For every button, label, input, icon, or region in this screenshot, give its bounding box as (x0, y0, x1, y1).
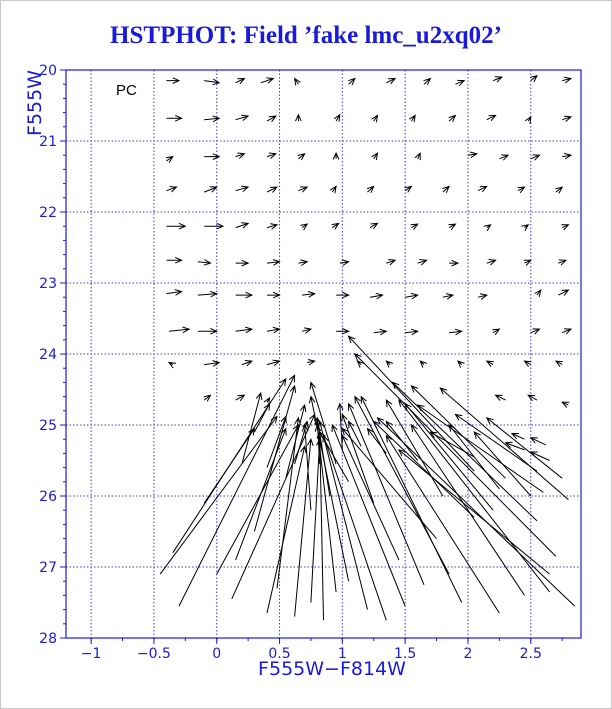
vector-arrow-81 (478, 294, 487, 300)
vector-arrow-15 (267, 116, 276, 122)
vector-arrow-90 (374, 329, 387, 335)
y-tick-label-1: 21 (39, 134, 57, 150)
vector-arrow-142 (386, 436, 499, 613)
x-tick-label-1: −0.5 (136, 646, 171, 662)
vector-arrow-45 (478, 186, 487, 191)
vector-arrow-119 (204, 429, 254, 504)
vector-arrow-108 (204, 395, 211, 401)
vector-arrow-0 (167, 78, 180, 84)
vector-arrow-64 (298, 260, 307, 266)
vector-arrow-39 (267, 187, 277, 192)
vector-arrow-57 (484, 225, 491, 231)
vector-arrow-6 (386, 79, 395, 84)
x-tick-label-0: −1 (80, 646, 102, 662)
vector-arrow-161 (368, 429, 387, 454)
vector-arrow-17 (334, 115, 340, 122)
vector-arrow-113 (562, 402, 569, 407)
x-tick-label-2: 0 (212, 646, 222, 662)
vector-arrow-60 (167, 257, 182, 263)
vector-arrow-23 (562, 116, 571, 121)
vector-arrow-66 (386, 260, 395, 266)
vector-arrow-24 (166, 157, 173, 163)
vector-arrow-140 (342, 429, 436, 539)
vector-arrow-106 (525, 361, 532, 367)
x-tick-label-5: 1.5 (394, 646, 417, 662)
y-tick-label-0: 20 (39, 63, 57, 79)
vector-arrow-114 (512, 434, 525, 440)
vector-arrow-2 (236, 79, 245, 84)
vector-arrow-147 (355, 354, 556, 556)
vector-arrow-120 (254, 386, 295, 532)
vector-arrow-149 (440, 388, 568, 500)
vector-arrow-18 (372, 115, 378, 122)
vector-arrow-65 (340, 260, 349, 266)
vector-arrow-83 (558, 290, 568, 295)
vector-arrow-42 (367, 186, 374, 192)
vector-arrow-69 (487, 260, 496, 266)
y-tick-label-5: 25 (39, 418, 57, 434)
vector-arrow-155 (487, 418, 562, 478)
vector-arrow-7 (424, 79, 431, 85)
vector-arrow-30 (372, 153, 378, 160)
tick-layer (39, 63, 562, 662)
vector-arrow-107 (556, 361, 563, 367)
vector-arrow-67 (418, 260, 427, 266)
vector-arrow-56 (448, 224, 455, 230)
vector-arrow-96 (169, 363, 176, 369)
vector-arrow-80 (443, 294, 453, 300)
y-tick-label-4: 24 (39, 347, 57, 363)
vector-arrow-38 (236, 186, 249, 192)
vector-arrow-75 (267, 292, 280, 298)
vector-arrow-86 (236, 327, 252, 333)
vector-arrow-85 (198, 328, 217, 334)
vector-arrow-78 (370, 293, 383, 299)
vector-arrow-130 (317, 432, 324, 620)
vector-arrow-3 (261, 78, 274, 83)
vector-arrow-22 (525, 117, 531, 124)
vector-arrow-41 (330, 186, 336, 193)
vector-arrow-79 (405, 293, 418, 299)
vector-arrow-40 (298, 187, 307, 192)
vector-arrow-44 (443, 186, 450, 192)
vector-arrow-36 (167, 187, 177, 192)
vector-arrow-71 (558, 260, 566, 265)
vector-arrow-59 (561, 225, 568, 230)
vector-arrow-82 (535, 290, 541, 297)
vector-arrow-92 (449, 329, 462, 335)
vector-arrow-1 (204, 79, 219, 85)
y-axis-label: F555W (24, 70, 46, 136)
vector-layer (160, 76, 575, 621)
vector-arrow-31 (415, 153, 420, 160)
vector-arrow-14 (236, 115, 249, 121)
x-tick-label-7: 2.5 (519, 646, 542, 662)
vector-arrow-47 (555, 187, 562, 193)
x-tick-label-6: 2 (463, 646, 473, 662)
vector-arrow-70 (524, 260, 531, 265)
vector-arrow-27 (267, 153, 276, 159)
vector-arrow-32 (468, 152, 477, 158)
vector-arrow-98 (242, 361, 252, 366)
vector-arrow-109 (236, 395, 245, 401)
vector-arrow-63 (267, 260, 280, 266)
vector-arrow-166 (242, 393, 262, 464)
vector-arrow-54 (370, 223, 378, 229)
vector-arrow-111 (496, 395, 506, 400)
vector-arrow-50 (236, 223, 249, 228)
y-tick-label-2: 22 (39, 205, 57, 221)
vector-arrow-48 (167, 223, 186, 229)
vector-arrow-88 (302, 328, 311, 334)
vector-arrow-46 (518, 187, 525, 193)
vector-arrow-28 (298, 154, 305, 160)
vector-arrow-165 (302, 425, 311, 510)
vector-arrow-102 (386, 361, 393, 368)
vector-arrow-33 (499, 155, 508, 160)
y-tick-label-7: 27 (39, 560, 57, 576)
x-tick-label-4: 1 (337, 646, 347, 662)
vector-arrow-51 (267, 224, 277, 230)
vector-arrow-5 (348, 79, 355, 85)
vector-arrow-12 (167, 115, 182, 121)
vector-arrow-99 (267, 360, 280, 366)
vector-arrow-8 (455, 80, 464, 85)
vector-arrow-73 (198, 291, 217, 297)
vector-arrow-112 (528, 395, 537, 401)
vector-arrow-105 (487, 361, 494, 367)
vector-arrow-122 (217, 425, 299, 574)
vector-arrow-58 (521, 225, 528, 231)
vector-arrow-35 (562, 153, 571, 159)
y-tick-label-8: 28 (39, 631, 57, 647)
x-axis-label: F555W−F814W (258, 658, 406, 680)
y-tick-label-3: 23 (39, 276, 57, 292)
vector-arrow-76 (302, 292, 315, 298)
vector-arrow-16 (296, 115, 302, 121)
vector-arrow-116 (531, 452, 550, 461)
vector-arrow-94 (531, 329, 540, 334)
vector-arrow-34 (531, 155, 540, 160)
vector-arrow-4 (295, 79, 301, 86)
vector-arrow-91 (405, 329, 418, 335)
vector-arrow-104 (458, 361, 465, 368)
vector-arrow-26 (236, 153, 245, 159)
vector-arrow-93 (492, 329, 499, 335)
annotation-label: PC (116, 82, 137, 99)
vector-arrow-87 (267, 327, 280, 333)
vector-arrow-84 (169, 327, 189, 333)
vector-arrow-11 (562, 77, 571, 83)
vector-arrow-29 (333, 153, 339, 159)
vector-arrow-128 (295, 439, 314, 617)
vector-arrow-103 (420, 361, 427, 368)
vector-arrow-74 (236, 292, 252, 298)
vector-arrow-146 (399, 450, 550, 574)
chart-title: HSTPHOT: Field ’fake lmc_u2xq02’ (110, 22, 502, 49)
vector-arrow-53 (332, 223, 339, 229)
vector-arrow-72 (167, 290, 182, 296)
vector-arrow-19 (409, 115, 415, 122)
vector-arrow-100 (307, 360, 315, 366)
vector-arrow-95 (562, 329, 571, 334)
x-tick-label-3: 0.5 (268, 646, 291, 662)
vector-arrow-49 (204, 223, 223, 229)
vector-arrow-55 (411, 224, 418, 230)
vector-arrow-20 (449, 115, 456, 121)
vector-arrow-144 (399, 400, 550, 592)
vector-arrow-77 (336, 292, 349, 298)
vector-arrow-21 (487, 115, 496, 120)
vector-arrow-139 (342, 436, 399, 560)
vector-arrow-123 (179, 375, 295, 606)
vector-arrow-61 (198, 260, 211, 266)
y-tick-label-6: 26 (39, 489, 57, 505)
vector-arrow-52 (300, 224, 307, 230)
vector-arrow-37 (204, 187, 217, 192)
vector-arrow-171 (342, 414, 374, 503)
vector-arrow-68 (449, 260, 458, 266)
vector-arrow-10 (530, 76, 537, 82)
vector-arrow-115 (531, 438, 546, 445)
vector-arrow-62 (236, 260, 249, 266)
vector-arrow-9 (493, 77, 502, 82)
